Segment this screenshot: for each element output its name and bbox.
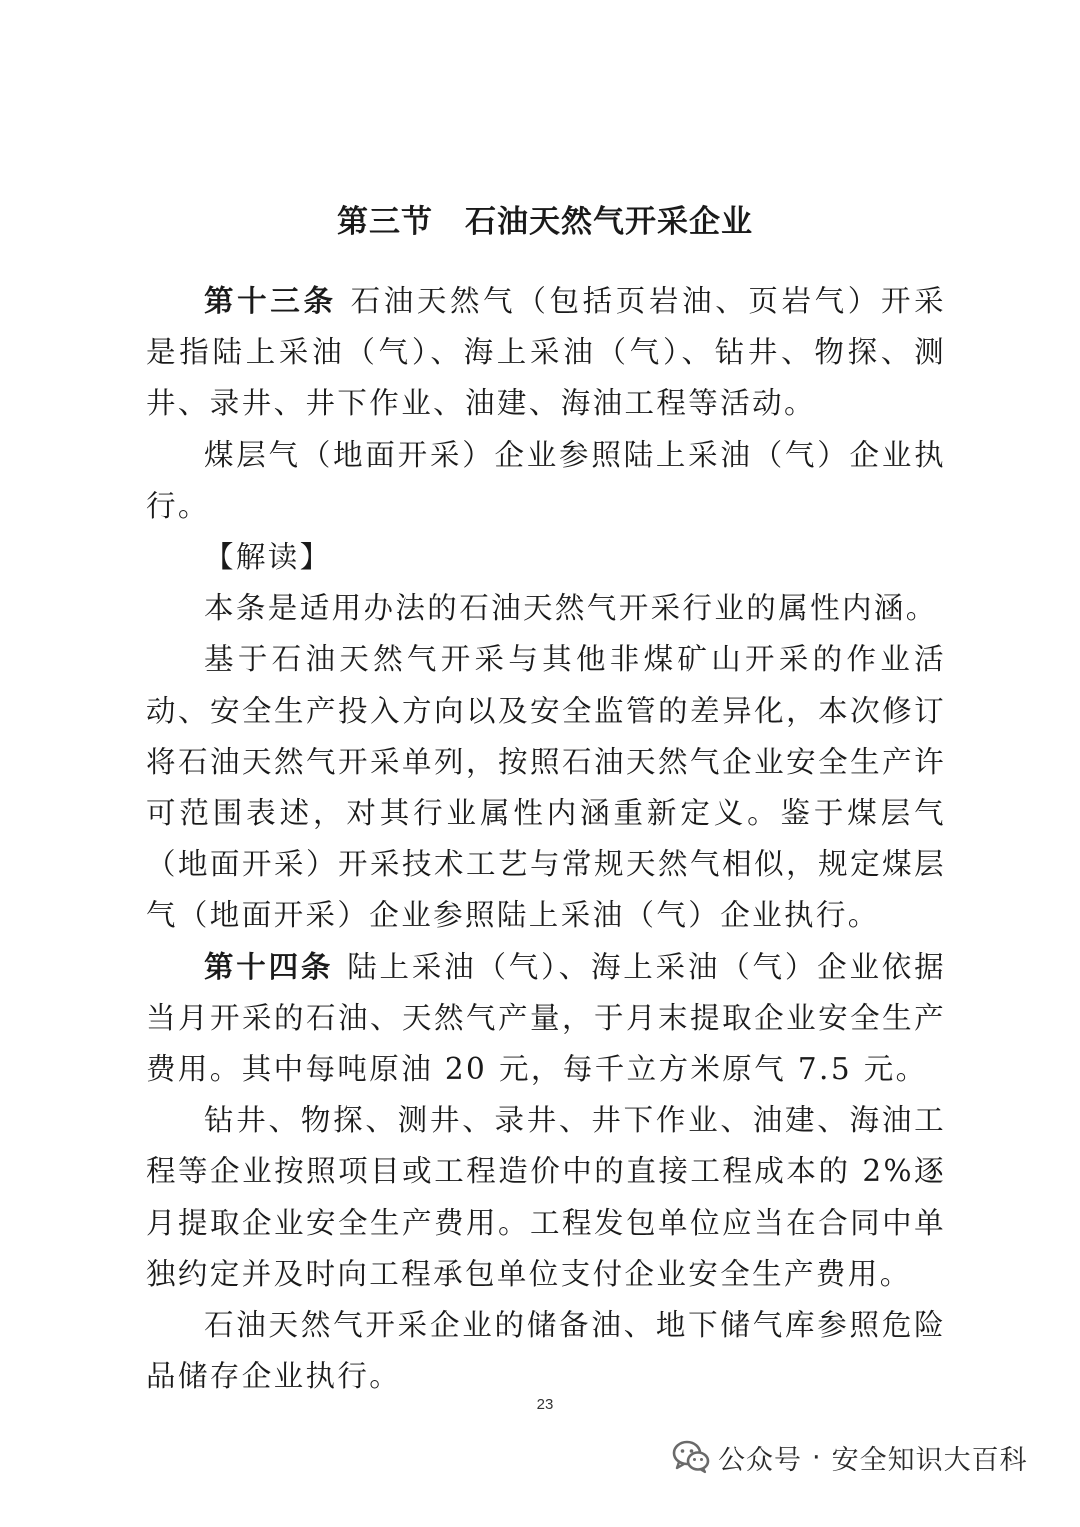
paragraph-text: 陆上采油（气）、海上采油（气）企业依据当月开采的石油、天然气产量，于月末提取企业安全生产费用。其中每吨原油 20 元，每千立方米原气 7.5 元。 bbox=[146, 949, 946, 1087]
paragraph-coalbed-methane bbox=[146, 430, 946, 532]
article-heading: 第十四条 bbox=[204, 949, 334, 984]
watermark bbox=[672, 1432, 1028, 1482]
paragraph-text: 煤层气（地面开采）企业参照陆上采油（气）企业执行。 bbox=[146, 437, 946, 523]
watermark-separator: · bbox=[812, 1441, 822, 1473]
paragraph-text: 基于石油天然气开采与其他非煤矿山开采的作业活动、安全生产投入方向以及安全监管的差异化，本次修订将石油天然气开采单列，按照石油天然气企业安全生产许可范围表述，对其行业属性内涵重新定义。鉴于煤层气（地面开采）开采技术工艺与常规天然气相似，规定煤层气（地面开采）企业参照陆上采油（气）企业执行。 bbox=[146, 642, 946, 933]
article-heading: 第十三条 bbox=[204, 284, 337, 318]
paragraph-text: 石油天然气开采企业的储备油、地下储气库参照危险品储存企业执行。 bbox=[146, 1308, 946, 1394]
paragraph-interpretation-intro bbox=[146, 583, 946, 634]
wechat-icon bbox=[672, 1440, 710, 1474]
paragraph-interpretation-label bbox=[146, 532, 946, 583]
paragraph-article-14 bbox=[146, 942, 946, 1096]
page-number: 23 bbox=[536, 1396, 554, 1413]
watermark-account: 安全知识大百科 bbox=[831, 1444, 1028, 1476]
paragraph-article-13 bbox=[146, 276, 946, 430]
paragraph-text: 钻井、物探、测井、录井、井下作业、油建、海油工程等企业按照项目或工程造价中的直接工程成本的 2%逐月提取企业安全生产费用。工程发包单位应当在合同中单独约定并及时向工程承包单位支付企业安全生产费用。 bbox=[146, 1103, 946, 1291]
paragraph-drilling-cost bbox=[146, 1095, 946, 1300]
interpretation-label: 【解读】 bbox=[204, 540, 332, 575]
paragraph-text: 本条是适用办法的石油天然气开采行业的属性内涵。 bbox=[204, 591, 938, 626]
paragraph-interpretation-body bbox=[146, 634, 946, 941]
section-title: 第三节 石油天然气开采企业 bbox=[337, 204, 753, 240]
document-body bbox=[146, 276, 946, 1402]
paragraph-storage bbox=[146, 1300, 946, 1402]
paragraph-text: 石油天然气（包括页岩油、页岩气）开采是指陆上采油（气）、海上采油（气）、钻井、物探、测井、录井、井下作业、油建、海油工程等活动。 bbox=[146, 284, 946, 421]
watermark-label: 公众号 bbox=[718, 1444, 802, 1476]
